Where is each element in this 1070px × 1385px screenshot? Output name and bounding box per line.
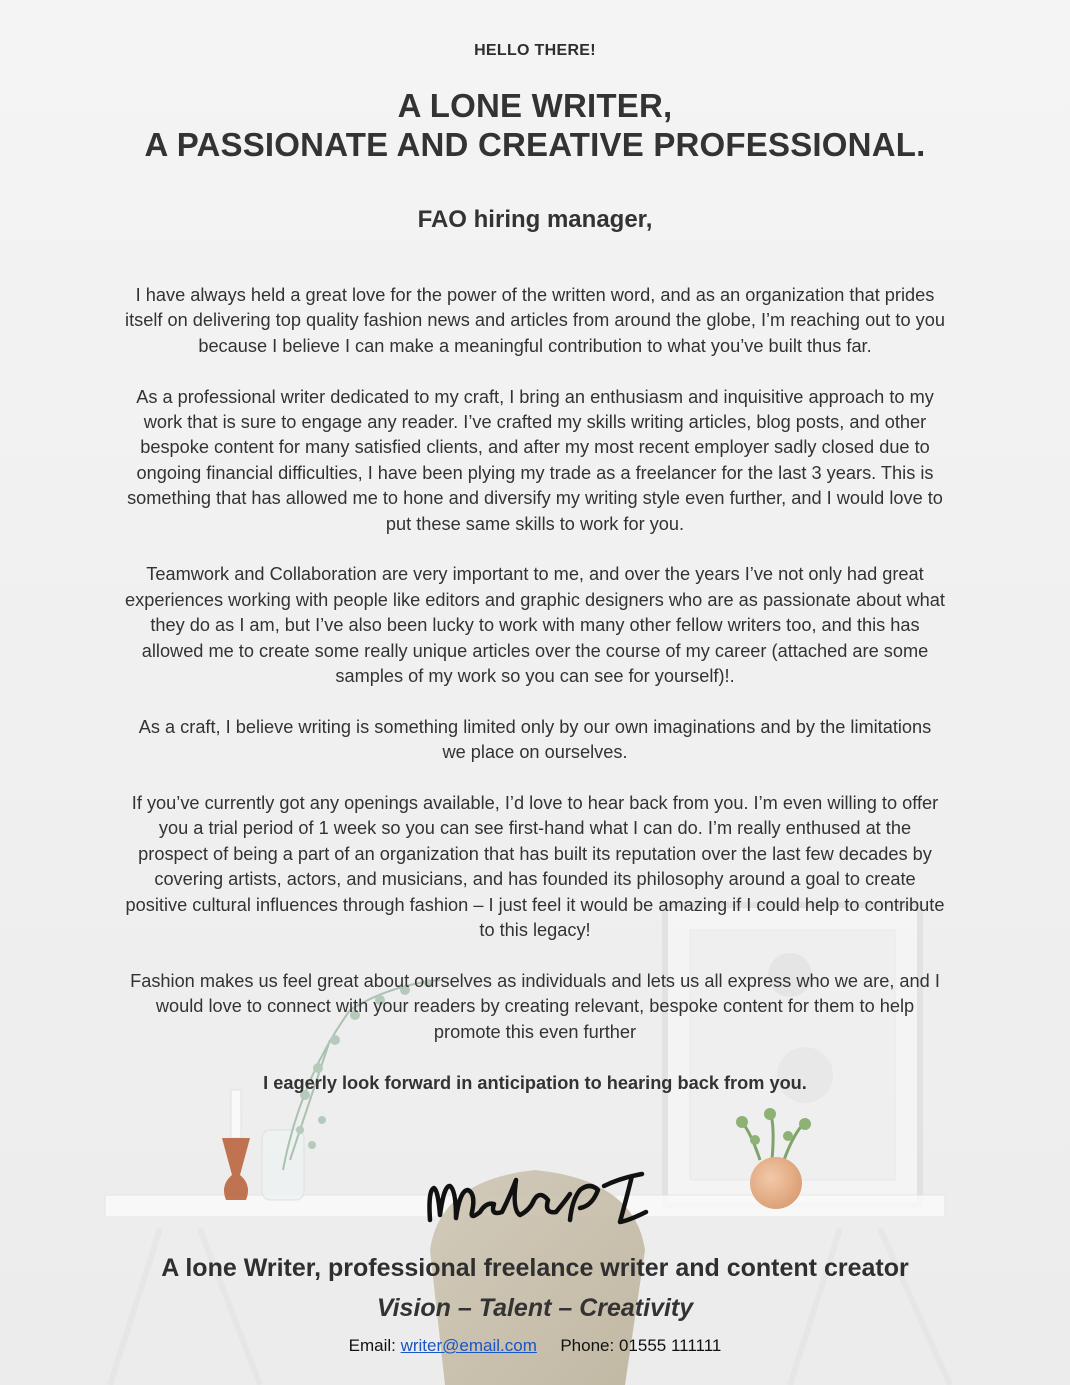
title-line-1: A LONE WRITER, [397, 87, 673, 124]
paragraph-3: Teamwork and Collaboration are very important to me, and over the years I’ve not only had great experiences working with people like editors and graphic designers who are as passionate about what they do as I am, but I’ve also been lucky to work with many other fellow writers too, and this has allowed me to create some really unique articles over the course of my career (attached are some samples of my work so you can see for yourself)!. [125, 564, 945, 687]
paragraph-4: As a craft, I believe writing is something limited only by our own imaginations and by the limitations we place on ourselves. [138, 716, 932, 763]
greeting-heading: HELLO THERE! [474, 42, 596, 59]
paragraph-5: If you’ve currently got any openings available, I’d love to hear back from you. I’m even willing to offer you a trial period of 1 week so you can see first-hand what I can do. I’m really enthused at the prospect of being a part of an organization that has built its reputation over the last few decades by covering artists, actors, and musicians, and has founded its philosophy around a goal to create positive cultural influences through fashion – I just feel it would be amazing if I could help to contribute to this legacy! [125, 793, 945, 941]
paragraph-2: As a professional writer dedicated to my craft, I bring an enthusiasm and inquisitive approach to my work that is sure to engage any reader. I’ve crafted my skills writing articles, blog posts, and other bespoke content for many satisfied clients, and after my most recent employer sadly closed due to ongoing financial difficulties, I have been plying my trade as a freelancer for the last 3 years. This is something that has allowed me to hone and diversify my writing style even further, and I would love to put these same skills to work for you. [127, 386, 943, 534]
phone-label: Phone: [560, 1336, 615, 1355]
salutation: FAO hiring manager, [417, 206, 653, 233]
signature-image [420, 1160, 660, 1240]
contact-line [0, 1336, 1070, 1356]
email-label: Email: [348, 1336, 396, 1355]
phone-number: 01555 111111 [618, 1336, 722, 1355]
closing-line: I eagerly look forward in anticipation to hearing back from you. [263, 1072, 807, 1093]
title-line-2: A PASSIONATE AND CREATIVE PROFESSIONAL. [144, 126, 926, 163]
tagline: Vision – Talent – Creativity [376, 1294, 694, 1322]
signoff-name: A lone Writer, professional freelance writer and content creator [161, 1254, 909, 1282]
paragraph-6: Fashion makes us feel great about ourselves as individuals and lets us all express who we are, and I would love to connect with your readers by creating relevant, bespoke content for them to help promote this even further [130, 970, 940, 1042]
page-title [0, 86, 1070, 164]
letter-body [125, 283, 945, 1121]
paragraph-1: I have always held a great love for the power of the written word, and as an organization that prides itself on delivering top quality fashion news and articles from around the globe, I’m reaching out to you because I believe I can make a meaningful contribution to what you’ve built thus far. [125, 285, 945, 356]
email-link[interactable]: writer@email.com [400, 1336, 537, 1355]
